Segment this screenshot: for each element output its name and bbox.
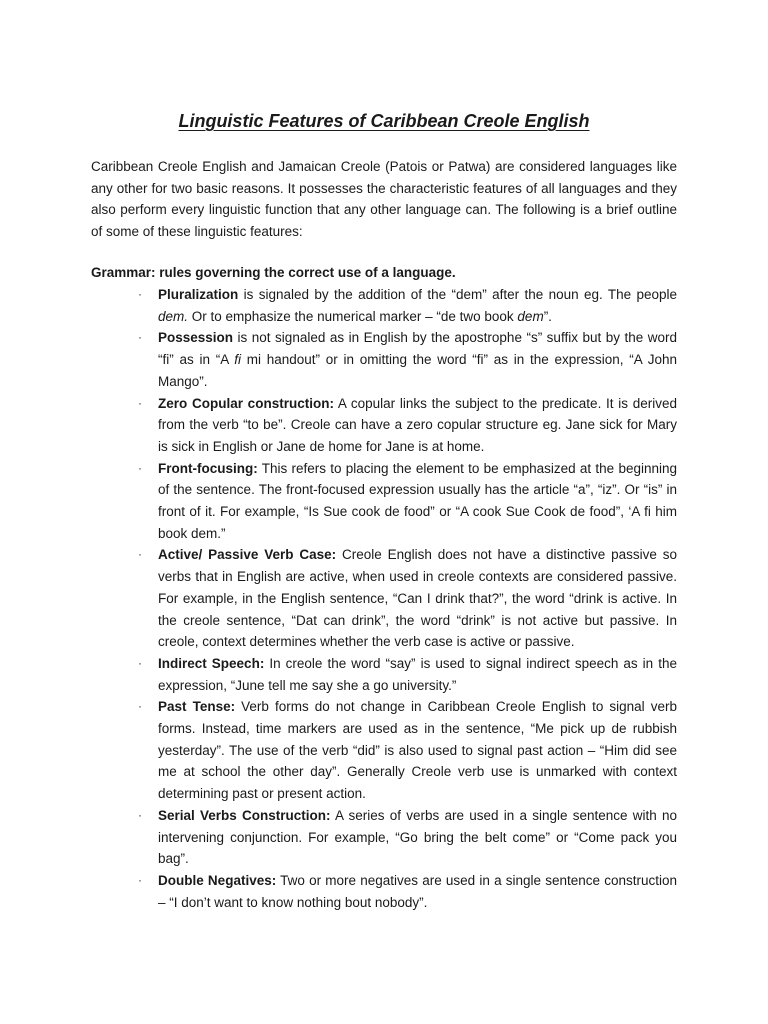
feature-text: is signaled by the addition of the “dem” after the noun eg. The people <box>238 287 677 302</box>
feature-item <box>138 284 677 327</box>
feature-item <box>138 393 677 458</box>
feature-text: ”. <box>543 308 552 324</box>
feature-text: Creole English does not have a distinctive passive so verbs that in English are active, when used in creole contexts are considered passive. For example, in the English sentence, “Can I drink that?”, the word “drink is active. In the creole sentence, “Dat can drink”, the word “drink” is not active but passive. In creole, context determines whether the verb case is active or passive. <box>158 547 677 650</box>
feature-text: Or to emphasize the numerical marker – “de two book <box>188 308 518 324</box>
feature-list <box>0 284 768 913</box>
feature-term: Double Negatives: <box>158 872 277 888</box>
feature-item <box>138 544 677 653</box>
feature-text: In creole the word “say” is used to signal indirect speech as in the expression, “June tell me say she a go university.” <box>158 655 677 693</box>
feature-text: is not signaled as in English by the apostrophe “s” suffix but by the word “fi” as in “A <box>158 330 677 368</box>
bullet-icon: · <box>138 872 142 887</box>
feature-text: Two or more negatives are used in a single sentence construction – “I don’t want to know nothing bout nobody”. <box>158 872 677 910</box>
feature-item <box>138 458 677 545</box>
feature-text: A series of verbs are used in a single sentence with no intervening conjunction. For example, “Go bring the belt come” or “Come pack you bag”. <box>158 807 677 867</box>
feature-term: Pluralization <box>158 287 239 302</box>
bullet-icon: · <box>138 807 142 822</box>
feature-emphasis: dem <box>517 308 544 324</box>
bullet-icon: · <box>138 460 142 475</box>
feature-item <box>138 805 677 870</box>
bullet-icon: · <box>138 547 142 562</box>
feature-text: This refers to placing the element to be emphasized at the beginning of the sentence. The front-focused expression usually has the article “a”, “iz”. Or “is” in front of it. For example, “Is Sue cook de food” or “A cook Sue Cook de food”, ‘A fi him book dem.” <box>158 460 677 541</box>
feature-text: mi handout” or in omitting the word “fi” as in the expression, “A John Mango”. <box>158 352 677 389</box>
intro-paragraph: Caribbean Creole English and Jamaican Creole (Patois or Patwa) are considered languages like any other for two basic reasons. It possesses the characteristic features of all languages and they also perform every linguistic function that any other language can. The following is a brief outline of some of these linguistic features: <box>91 159 677 240</box>
feature-emphasis: fi <box>234 352 241 368</box>
feature-term: Active/ Passive Verb Case: <box>158 547 337 563</box>
feature-term: Indirect Speech: <box>158 655 265 671</box>
feature-item <box>138 653 677 696</box>
bullet-icon: · <box>138 395 142 410</box>
feature-term: Past Tense: <box>158 699 236 715</box>
bullet-icon: · <box>138 655 142 670</box>
feature-item <box>138 696 677 805</box>
feature-term: Serial Verbs Construction: <box>158 807 331 823</box>
feature-emphasis: dem. <box>158 308 189 324</box>
feature-text: Verb forms do not change in Caribbean Creole English to signal verb forms. Instead, time markers are used as in the sentence, “Me pick up de rubbish yesterday”. The use of the verb “did” is also used to signal past action – “Him did see me at school the other day”. Generally Creole verb use is unmarked with context determining past or present action. <box>158 699 677 802</box>
bullet-icon: · <box>138 699 142 714</box>
bullet-icon: · <box>138 287 142 301</box>
feature-term: Zero Copular construction: <box>158 395 334 411</box>
feature-term: Front-focusing: <box>158 460 258 476</box>
feature-item <box>138 327 677 392</box>
document-title: Linguistic Features of Caribbean Creole English <box>178 111 590 131</box>
feature-term: Possession <box>158 330 234 346</box>
feature-item <box>138 870 677 913</box>
grammar-heading: Grammar: rules governing the correct use of a language. <box>91 265 456 280</box>
feature-text: A copular links the subject to the predicate. It is derived from the verb “to be”. Creole can have a zero copular structure eg. Jane sick for Mary is sick in English or Jane de home for Jane is at home. <box>158 395 677 454</box>
bullet-icon: · <box>138 330 142 345</box>
